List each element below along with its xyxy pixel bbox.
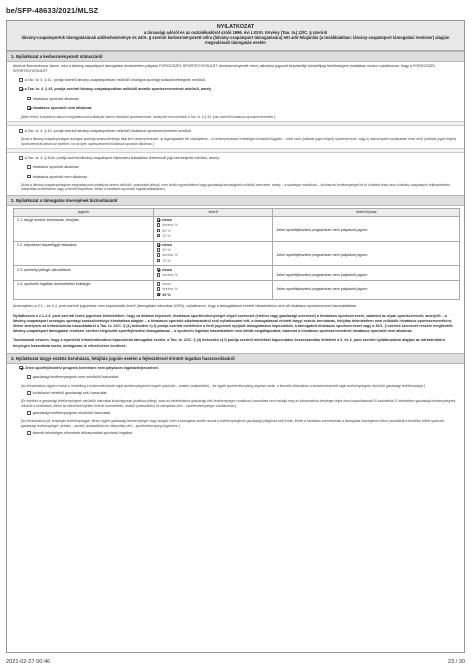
checkbox-icon[interactable] [157,229,161,233]
checkbox-checked-icon[interactable] [157,243,161,247]
checkbox-icon[interactable] [157,253,161,257]
radio-option[interactable]: 75 % [157,259,270,264]
note-5: [Ez esetben a gazdasági tevékenységnek minősülő használat kizárólagosan járulékos jellegű, azaz az infrastruktúra gazdasági célú tevékenységre vonatkozó használata nem haladja meg az infrastruktúra tényleges teljes éves kapacitásának 20 százalékát. E tekintetben gazdasági tevékenységnek minősül a bérbeadás, illetve az ellenérték fejében történő üzemeltetés; amatőr (szabadidős) és utánpótlás célú – sporttevékenységre vonatkozóan.] [21,399,456,408]
column-header: jogcím [14,208,154,216]
checkbox-icon[interactable] [157,234,161,238]
checkbox-icon[interactable] [27,391,31,395]
contribution-type: Jelen sportfejlesztési programban nem pályázott jogcím [273,280,460,300]
radio-option[interactable]: nincs [157,282,270,287]
option-amateur-not-employs[interactable]: hivatásos sportolót nem alkalmaz [7,104,464,113]
option-amateur-club[interactable]: a Tao. tv. 4. § 43. pontja szerinti látvány-csapatsportban működő amatőr sportszervezetnek minősül, amely [7,85,464,94]
option-entity-not-employs[interactable]: hivatásos sportolót nem alkalmaz [7,173,464,182]
declaration-page [6,20,465,653]
option-amateur-employs[interactable]: hivatásos sportolót alkalmaz [7,95,464,104]
table-row [14,266,460,280]
checkbox-icon[interactable] [19,129,23,133]
checkbox-checked-icon[interactable] [19,366,23,370]
radio-option[interactable]: 30 % [157,248,270,253]
checkbox-icon[interactable] [157,282,161,286]
checkbox-icon[interactable] [19,156,23,160]
checkbox-icon[interactable] [27,375,31,379]
option-entity-employs[interactable]: hivatásos sportolót alkalmaz [7,163,464,172]
checkbox-checked-icon[interactable] [157,268,161,272]
page-number: 23 / 30 [447,659,465,665]
row-title: 2.2. képzéssel összefüggő feladatok [14,241,154,266]
radio-option[interactable]: önrész % [157,253,270,258]
radio-option[interactable]: nincs [157,218,270,223]
note-1: [Áttér ehhez a lépéshez tartozó meghatározott szabályok szerint minősülő sportszervezet, amelynek nem minősül a Tao. tv. 4.§ 43. pont szerinti hivatásos sportszervezetnek.] [21,114,275,119]
checkbox-checked-icon[interactable] [157,218,161,222]
option-no-development[interactable]: Jelen sportfejlesztési program keretében nem pályázom ingatlanfejlesztésre. [7,364,464,373]
checkbox-icon[interactable] [27,175,31,179]
section-3-heading: 3. Nyilatkozat tárgyi eszköz beruházás, felújítás jogcím esetén a fejlesztéssel érintett ingatlan hasznosításáról [7,353,464,364]
option-professional-club[interactable]: a Tao. tv. 4. § 43. pontja szerinti látvány-csapatsportban működő hivatásos sportszervezetnek minősül. [7,127,464,136]
checkbox-icon[interactable] [157,248,161,252]
note-6: [Az infrastruktúra jól, tényleges tevékenységgel, illetve egyéb gazdasági tevékenységre vagy szolgál, ezért a támogatás esetén annak a tevékenységének gazdasági jellegűnek kell lennie, illetve a hivatásos szervezetnek a támogatás összegének kilenc százalékát a területén kötött sportcélú gazdasági tevékenységre, például – amatőr (szabadidős) és utánpótlás célú – sporttevékenység végzésére.] [21,419,445,428]
contribution-type: Jelen sportfejlesztési programban nem pályázott jogcím [273,216,460,241]
checkbox-icon[interactable] [27,411,31,415]
checkbox-checked-icon[interactable] [157,293,161,297]
section-2-paragraph-1: Amennyiben a 2.1 – és 2.4. pont szerinti jogcímhez nem kapcsolódik önerő (támogatási intenzitás 100%), nyilatkozom, hogy a támogatással érintett infrastruktúra nem áll hivatásos sportszervezet használatában. [13,304,358,309]
radio-option[interactable]: nincs [157,268,270,273]
timestamp: 2021-02-27 00:46 [6,659,51,665]
checkbox-checked-icon[interactable] [27,106,31,110]
checkbox-icon[interactable] [157,259,161,263]
table-row [14,216,460,241]
own-contribution-table [13,208,460,301]
table-header-row [14,208,460,216]
column-header: önerő [153,208,273,216]
checkbox-icon[interactable] [27,431,31,435]
contribution-options [153,216,273,241]
row-title: 2.1. tárgyi eszköz beruházás, felújítás [14,216,154,241]
title-line-2: látvány-csapatsportok támogatásának adókedvezménye és 24/A. § szerinti kedvezményezett célra (látvány-csapatsport támogatására) tett adó-felajánlás (a továbbiakban: látvány-csapatsport támogatási rendszer) alapján megvalósuló támogatás esetén [21,35,450,46]
checkbox-checked-icon[interactable] [19,87,23,91]
contribution-options [153,241,273,266]
radio-option[interactable]: nincs [157,243,270,248]
option-non-economic-use[interactable]: gazdasági tevékenységnek nem minősülő használat: [7,373,464,382]
title-line-1: a társasági adóról és az osztalékadóról szóló 1996. évi LXXXI. törvény (Tao. tv.) 22/C. § szerinti [143,30,328,35]
section-2-heading: 2. Nyilatkozat a támogatás önerejének biztosításáról [7,195,464,206]
checkbox-icon[interactable] [157,287,161,291]
document-title: NYILATKOZAT [216,24,255,30]
row-title: 2.3. személyi jellegű ráfordítások [14,266,154,280]
section-1-intro: Alulírott Bornemissza János, mint a látvány-csapatsport támogatási rendszerben pályázó FORGOSZÉL SPORTEGYESÜLET (kedvezményezett neve) aláírásra jogosult képviselője büntetőjogi felelősségem tudatában ezúton nyilatkozom, hogy a FORGOSZÉL SPORTEGYESÜLET [13,63,436,73]
contribution-options [153,266,273,280]
option-legal-entity[interactable]: a Tao. tv. 4. § 40/a. pontja szerinti látvány-csapatsport fejlesztési feladatban létrehozott jogi személynek minősül, amely: [7,154,464,163]
checkbox-icon[interactable] [157,223,161,227]
document-reference: be/SFP-48633/2021/MLSZ [6,6,99,15]
checkbox-icon[interactable] [19,78,23,82]
radio-option[interactable]: 50 % [157,229,270,234]
radio-option[interactable]: 70 % [157,234,270,239]
page-footer [6,659,465,665]
contribution-type: Jelen sportfejlesztési programban nem pályázott jogcím [273,266,460,280]
title-box [7,21,464,51]
note-3: [Azaz a látvány-csapatsportágban meghatározott szabályok szerint működő, szakosított jellegű, nem önálló egyesületként vagy gazdasági társaságként működő szervezet, amely – a sportágra vonatkozó – közhasznú tevékenységet lát el, továbbá részt vesz a látvány-csapatsport fejlesztésében, utánpótlás-nevelésében vagy a felnőtt élsportban, illetve a hivatásos sportolók foglalkoztatásában.] [21,183,451,192]
checkbox-icon[interactable] [27,97,31,101]
contribution-type: Jelen sportfejlesztési programban nem pályázott jogcím [273,241,460,266]
radio-option[interactable]: önrész % [157,287,270,292]
separator-bar [7,121,464,126]
checkbox-icon[interactable] [157,273,161,277]
table-row [14,280,460,300]
contribution-options [153,280,273,300]
option-national-federation[interactable]: a Tao. tv. 4. § 41. pontja szerinti látvány-csapatsportban működő országos sportági szakszövetségnek minősül. [7,76,464,85]
option-other-use[interactable]: kiemelt lehetséges ellenérték felhasználási sportcélú ingatlan [7,429,464,438]
note-2: [Azaz a látvány-csapatsportágak országos sportági szakszövetsége által kiírt versenyrendszer: a) legmagasabb két osztályában – a versenyrendszer lehetséges kiírásától függően – részt vevő (indulási jogot elnyert) sportszervezet, vagy b) alacsonyabb osztályában részt vevő (indulási jogot elnyert) sportszervezet abban az esetben, ha az ilyen sportszervezet hivatásos sportolót alkalmaz.] [21,137,457,146]
section-1-heading: 1. Nyilatkozat a kedvezményezett státuszáról [7,51,464,62]
radio-option[interactable]: önrész % [157,223,270,228]
checkbox-icon[interactable] [27,165,31,169]
table-row [14,241,460,266]
option-economic-use[interactable]: gazdasági tevékenységnek minősülő használat: [7,409,464,418]
section-2-paragraph-3: Tudomással veszem, hogy a sportcélú infrastruktúrához kapcsolódó támogatás esetén, a Tao. tv. 22/C. § (4) bekezdés e)-f) pontja szerinti mértékkel kapcsolatos összeszámítás feltételei a 3. és 4. pont szerinti nyilatkozatom alapján az infrastruktúra tényleges használata során, utólagosan is ellenőrzésre kerülnek. [13,338,445,348]
option-limited-economic-use[interactable]: korlátozott mértékű gazdasági célú használat: [7,389,464,398]
section-2-paragraph-2: Nyilatkozom a 2.1-2.4. pont szerinti forint jogcímek tekintetében, hogy az általam képviselt, hivatásos sportlevékenységet végző szervezet (értelmi vagy gazdasági szervezet) a hivatásos sportszervezet, valamint az olyan sportszervezet, amelyről – a látvány-csapatsport országos sportági szakszövetsége kimutatása alapján – a hivatásos sportoló alkalmazásáról szól nyilatkozatot tett, a támogatással érintett tárgyi eszköz beruházás, felújítás tekintetében nem működik hivatásos sportszervezetként, illetve amelynek az infrastruktúra használatáról a Tao. tv. 22/C. § (4) bekezdés c)-f) pontja szerinti mértékben a fenti jogcímek nyújtott támogatáshoz kapcsolódó, a támogatott hivatásos sportszervezet vagy a 30/1. § szerinti szervezet részére megfizetett látvány-csapatsport támogatási rendszer szerinti kiegészítő sportfejlesztési támogatással – a sportcélú ingatlan használatáról nem kötött megállapodást, valamint a hivatásos sportszervezetnek hivatásos sportolót nem alkalmaz. [13,313,453,334]
separator-bar [7,148,464,153]
note-4: [Az infrastruktúra ügyben mutat a, területileg a kedvezményezett saját tevékenységének végzett sportcélú – amatőr (szabadidős) – és egyéb sporttevékenység végzése során, a fennálló időszakban a kedvezményezett saját tevékenységnek minősülő gazdasági tevékenységet.] [21,383,425,388]
radio-option[interactable]: 20 % [157,293,270,298]
column-header: önerő típusa [273,208,460,216]
radio-option[interactable]: önrész % [157,273,270,278]
row-title: 2.4. sportcélú ingatlan üzemeltetési költségei [14,280,154,300]
